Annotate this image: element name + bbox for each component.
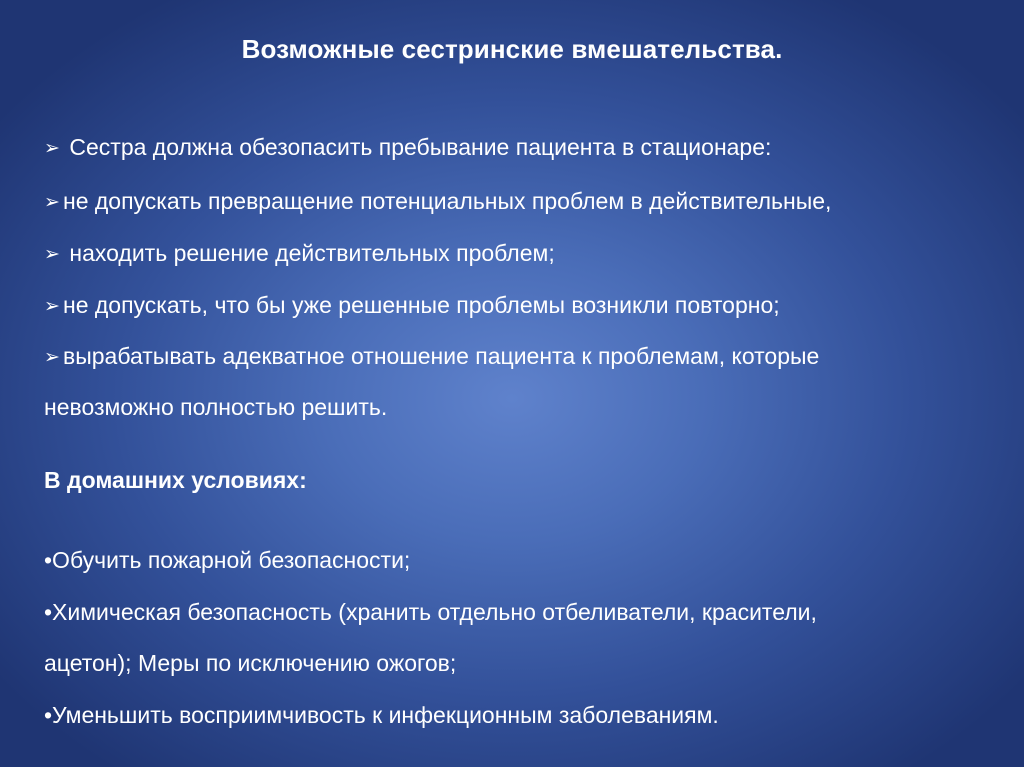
arrow-bullet-icon: ➢	[44, 347, 60, 368]
hospital-item	[44, 340, 819, 374]
home-item: •Уменьшить восприимчивость к инфекционным заболеваниям.	[44, 702, 719, 728]
hospital-item	[44, 289, 780, 323]
slide-title: Возможные сестринские вмешательства.	[241, 34, 783, 64]
hospital-item-text: находить решение действительных проблем;	[63, 240, 555, 266]
arrow-bullet-icon: ➢	[44, 138, 60, 159]
hospital-item	[44, 185, 831, 219]
arrow-bullet-icon: ➢	[44, 296, 60, 317]
home-item: •Химическая безопасность (хранить отдельно отбеливатели, красители,	[44, 599, 817, 625]
home-heading: В домашних условиях:	[44, 467, 307, 493]
home-item-continuation: ацетон); Меры по исключению ожогов;	[44, 650, 457, 676]
hospital-intro	[44, 131, 771, 165]
hospital-item-continuation: невозможно полностью решить.	[44, 394, 388, 420]
hospital-item-text: вырабатывать адекватное отношение пациента к проблемам, которые	[63, 343, 820, 369]
hospital-intro-text: Сестра должна обезопасить пребывание пациента в стационаре:	[63, 134, 772, 160]
arrow-bullet-icon: ➢	[44, 244, 60, 265]
hospital-item	[44, 237, 555, 271]
arrow-bullet-icon: ➢	[44, 192, 60, 213]
hospital-item-text: не допускать, что бы уже решенные проблемы возникли повторно;	[63, 292, 780, 318]
hospital-item-text: не допускать превращение потенциальных проблем в действительные,	[63, 188, 832, 214]
home-item: •Обучить пожарной безопасности;	[44, 547, 411, 573]
